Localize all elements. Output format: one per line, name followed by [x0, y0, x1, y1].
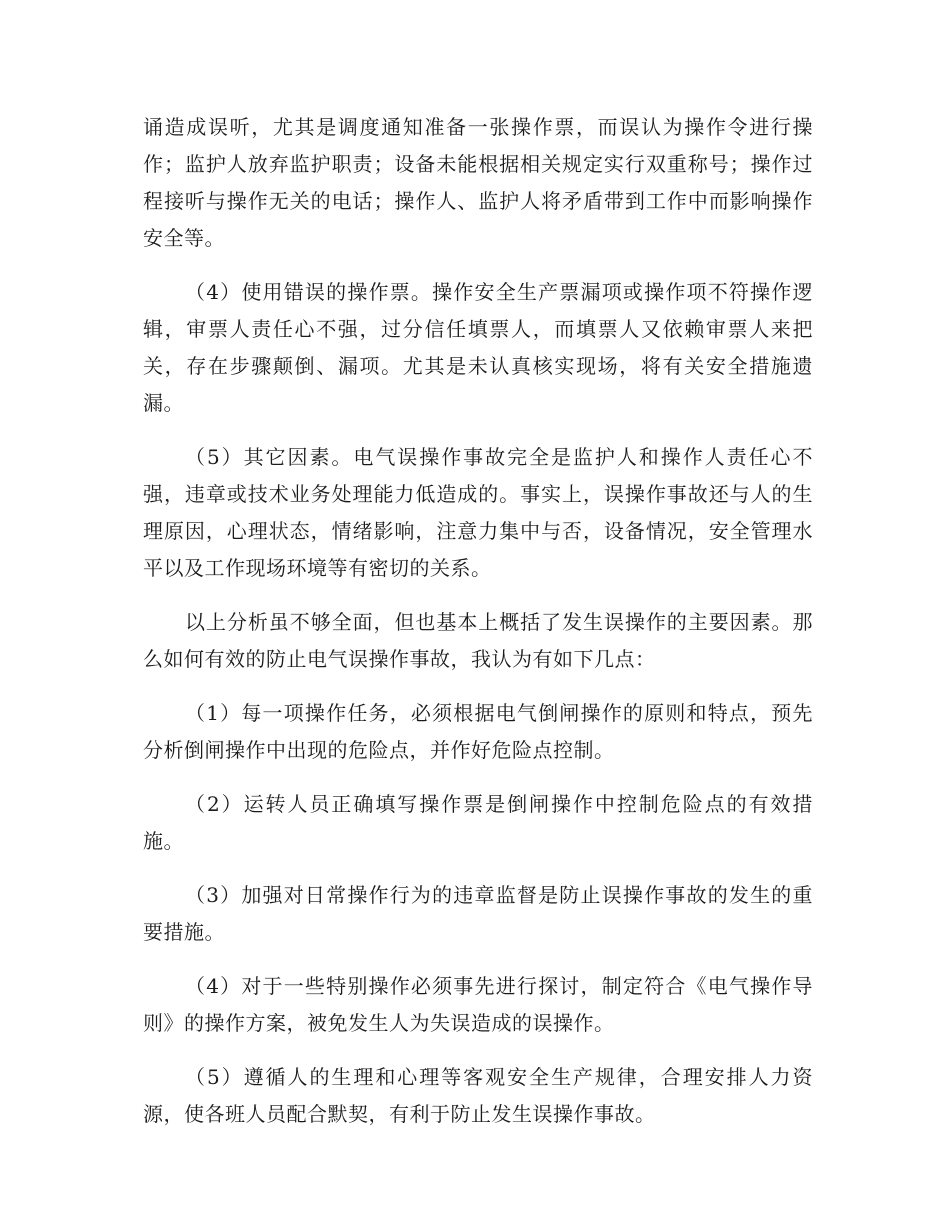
paragraph-cause-4: （4）使用错误的操作票。操作安全生产票漏项或操作项不符操作逻辑，审票人责任心不强，过分信任填票人，而填票人又依赖审票人来把关，存在步骤颠倒、漏项。尤其是未认真核实现场，将有关安全措施遗漏。	[143, 280, 813, 415]
paragraph-measure-5: （5）遵循人的生理和心理等客观安全生产规律，合理安排人力资源，使各班人员配合默契，有利于防止发生误操作事故。	[143, 1065, 813, 1126]
paragraph-measure-3: （3）加强对日常操作行为的违章监督是防止误操作事故的发生的重要措施。	[143, 883, 813, 944]
document-page	[143, 109, 813, 1133]
paragraph-summary: 以上分析虽不够全面，但也基本上概括了发生误操作的主要因素。那么如何有效的防止电气误操作事故，我认为有如下几点：	[143, 610, 813, 671]
paragraph-measure-1: （1）每一项操作任务，必须根据电气倒闸操作的原则和特点，预先分析倒闸操作中出现的危险点，并作好危险点控制。	[143, 701, 813, 762]
paragraph-measure-2: （2）运转人员正确填写操作票是倒闸操作中控制危险点的有效措施。	[143, 792, 813, 853]
paragraph-cause-5: （5）其它因素。电气误操作事故完全是监护人和操作人责任心不强，违章或技术业务处理能力低造成的。事实上，误操作事故还与人的生理原因，心理状态，情绪影响，注意力集中与否，设备情况，安全管理水平以及工作现场环境等有密切的关系。	[143, 445, 813, 580]
paragraph-continuation: 诵造成误听，尤其是调度通知准备一张操作票，而误认为操作令进行操作；监护人放弃监护职责；设备未能根据相关规定实行双重称号；操作过程接听与操作无关的电话；操作人、监护人将矛盾带到工作中而影响操作安全等。	[143, 115, 813, 250]
paragraph-measure-4: （4）对于一些特别操作必须事先进行探讨，制定符合《电气操作导则》的操作方案，被免发生人为失误造成的误操作。	[143, 974, 813, 1035]
